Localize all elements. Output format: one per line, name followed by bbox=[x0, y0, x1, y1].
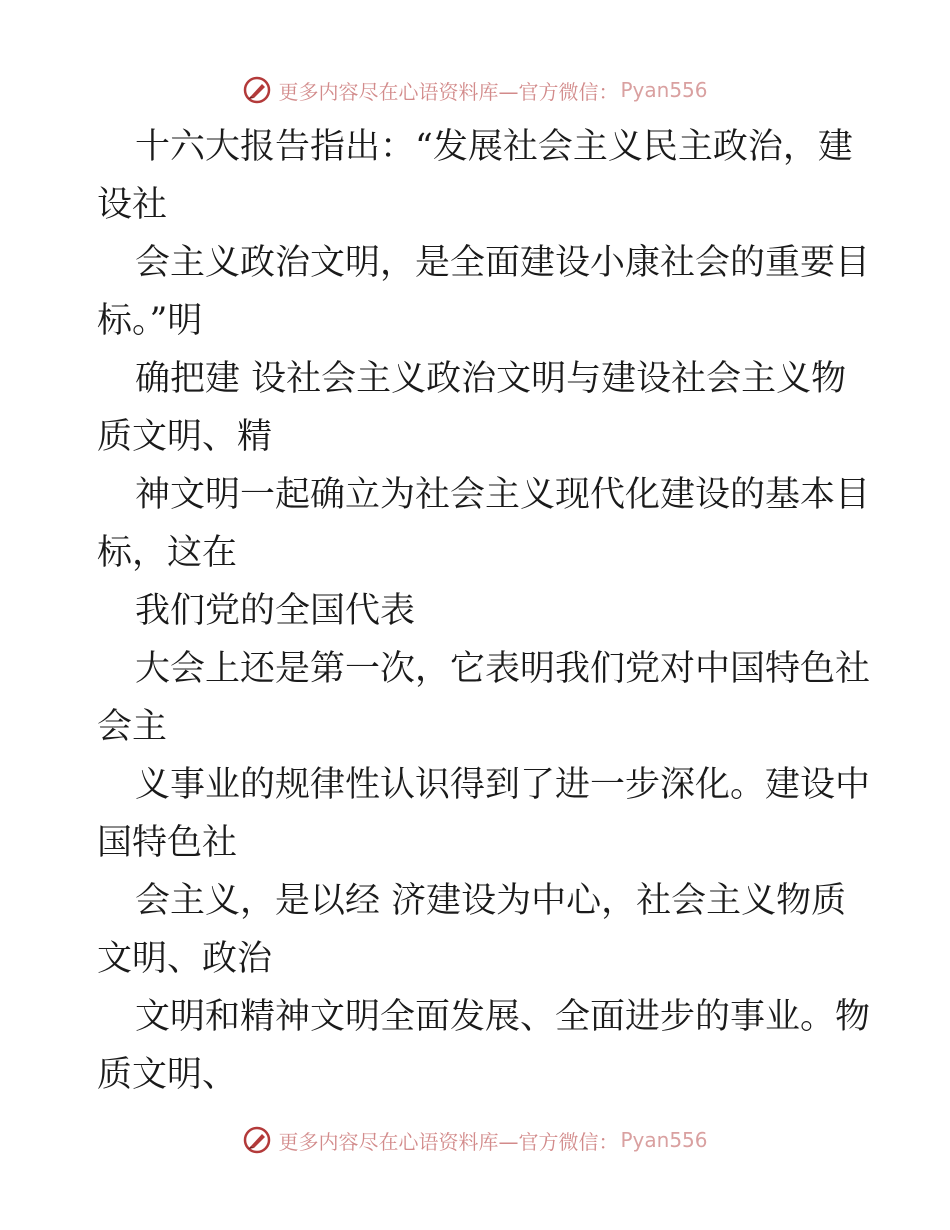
paragraph-continuation: 质文明、精 bbox=[97, 417, 273, 457]
paragraph-continuation: 设社 bbox=[97, 185, 168, 225]
watermark-wechat-id: Pyan556 bbox=[620, 1128, 708, 1152]
paragraph bbox=[97, 640, 871, 756]
paragraph bbox=[97, 466, 871, 582]
paragraph-continuation: 会主 bbox=[97, 707, 168, 747]
paragraph-continuation: 质文明、 bbox=[97, 1055, 238, 1095]
paragraph-continuation: 标。”明 bbox=[97, 301, 203, 341]
pen-logo-icon bbox=[242, 1125, 272, 1155]
paragraph-continuation: 标，这在 bbox=[97, 533, 238, 573]
paragraph bbox=[97, 118, 867, 234]
paragraph-first-line: 大会上还是第一次，它表明我们党对中国特色社 bbox=[135, 649, 871, 689]
paragraph-first-line: 会主义政治文明，是全面建设小康社会的重要目 bbox=[135, 243, 871, 283]
paragraph bbox=[97, 350, 867, 466]
watermark-text: 更多内容尽在心语资料库—官方微信： bbox=[278, 1129, 619, 1154]
paragraph bbox=[97, 988, 871, 1104]
header-watermark bbox=[0, 70, 950, 110]
paragraph bbox=[97, 872, 867, 988]
paragraph-first-line: 会主义，是以经 济建设为中心，社会主义物质 bbox=[135, 881, 847, 921]
paragraph-first-line: 文明和精神文明全面发展、全面进步的事业。物 bbox=[135, 997, 871, 1037]
paragraph-first-line: 神文明一起确立为社会主义现代化建设的基本目 bbox=[135, 475, 871, 515]
paragraph-first-line: 义事业的规律性认识得到了进一步深化。建设中 bbox=[135, 765, 871, 805]
paragraph bbox=[97, 234, 871, 350]
paragraph-first-line: 确把建 设社会主义政治文明与建设社会主义物 bbox=[135, 359, 847, 399]
footer-watermark bbox=[0, 1120, 950, 1160]
paragraph-first-line: 十六大报告指出：“发展社会主义民主政治，建 bbox=[135, 127, 853, 167]
paragraph bbox=[97, 756, 871, 872]
document-body bbox=[97, 118, 871, 1104]
paragraph-continuation: 文明、政治 bbox=[97, 939, 273, 979]
paragraph-continuation: 国特色社 bbox=[97, 823, 238, 863]
watermark-wechat-id: Pyan556 bbox=[620, 78, 708, 102]
paragraph bbox=[97, 582, 867, 640]
watermark-text: 更多内容尽在心语资料库—官方微信： bbox=[278, 79, 619, 104]
paragraph-first-line: 我们党的全国代表 bbox=[135, 591, 416, 631]
pen-logo-icon bbox=[242, 75, 272, 105]
